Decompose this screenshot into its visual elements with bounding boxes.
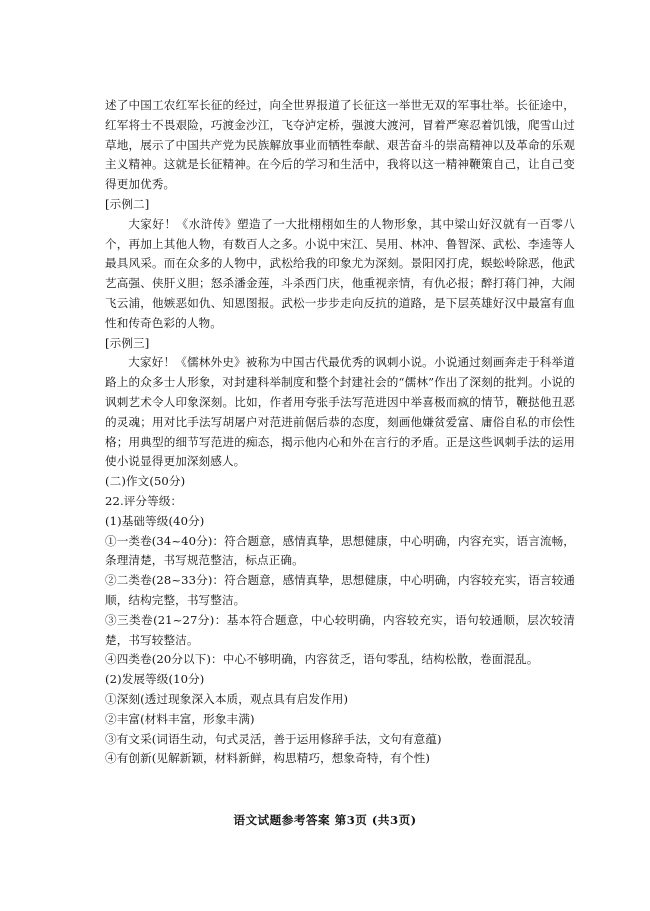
development-level-item: ①深刻(透过现象深入本质，观点具有启发作用) bbox=[105, 691, 349, 706]
example-three-text: 大家好！《儒林外史》被称为中国古代最优秀的讽刺小说。小说通过刻画奔走于科举道路上的众多士人形象，对封建科举制度和整个封建社会的“儒林”作出了深刻的批判。小说的讽刺艺术令人印象深刻。比如，作者用夸张手法写范进因中举喜极而疯的情节，鞭挞他丑恶的灵魂；用对比手法写胡屠户对范进前倨后恭的态度，刻画他嫌贫爱富、庸俗自私的市侩性格；用典型的细节写范进的痴态，揭示他内心和外在言行的矛盾。正是这些讽刺手法的运用使小说显得更加深刻感人。 bbox=[105, 355, 575, 469]
development-level-heading: (2)发展等级(10分) bbox=[105, 672, 205, 687]
example-two-label: [示例二] bbox=[105, 196, 150, 211]
example-three-label: [示例三] bbox=[105, 335, 150, 350]
development-level-item: ③有文采(词语生动，句式灵活，善于运用修辞手法，文句有意蕴) bbox=[105, 731, 442, 746]
page-footer: 语文试题参考答案 第3页 (共3页) bbox=[233, 813, 417, 827]
question-22-label: 22.评分等级： bbox=[105, 493, 183, 508]
example-two-text: 大家好！《水浒传》塑造了一大批栩栩如生的人物形象，其中梁山好汉就有一百零八个，再加上其他人物，有数百人之多。小说中宋江、吴用、林冲、鲁智深、武松、李逵等人最具风采。而在众多的人物中，武松给我的印象尤为深刻。景阳冈打虎，蜈蚣岭除恶，他武艺高强、侠肝义胆；怒杀潘金莲，斗杀西门庆，他重视亲情，有仇必报；醉打蒋门神，大闹飞云浦，他嫉恶如仇、知恩图报。武松一步步走向反抗的道路，是下层英雄好汉中最富有血性和传奇色彩的人物。 bbox=[105, 216, 575, 330]
basic-level-item: ①一类卷(34~40分)：符合题意，感情真挚，思想健康，中心明确，内容充实，语言流畅，条理清楚，书写规范整洁，标点正确。 bbox=[105, 533, 575, 568]
development-level-item: ②丰富(材料丰富，形象丰满) bbox=[105, 711, 255, 726]
intro-paragraph: 述了中国工农红军长征的经过，向全世界报道了长征这一举世无双的军事壮举。长征途中，红军将士不畏艰险，巧渡金沙江，飞夺泸定桥，强渡大渡河，冒着严寒忍着饥饿，爬雪山过草地，展示了中国共产党为民族解放事业而牺牲奉献、艰苦奋斗的崇高精神以及革命的乐观主义精神。这就是长征精神。在今后的学习和生活中，我将以这一精神鞭策自己，让自己变得更加优秀。 bbox=[105, 98, 575, 192]
basic-level-heading: (1)基础等级(40分) bbox=[105, 513, 205, 528]
essay-section-heading: (二)作文(50分) bbox=[105, 474, 186, 489]
basic-level-item: ②二类卷(28~33分)：符合题意，感情真挚，思想健康，中心明确，内容较充实，语言较通顺，结构完整，书写整洁。 bbox=[105, 573, 575, 607]
basic-level-item: ④四类卷(20分以下)：中心不够明确，内容贫乏，语句零乱，结构松散，卷面混乱。 bbox=[105, 652, 539, 667]
development-level-item: ④有创新(见解新颖，材料新鲜，构思精巧，想象奇特，有个性) bbox=[105, 751, 430, 766]
basic-level-item: ③三类卷(21~27分)：基本符合题意，中心较明确，内容较充实，语句较通顺，层次较清楚，书写较整洁。 bbox=[105, 612, 575, 647]
document-body bbox=[105, 96, 575, 769]
